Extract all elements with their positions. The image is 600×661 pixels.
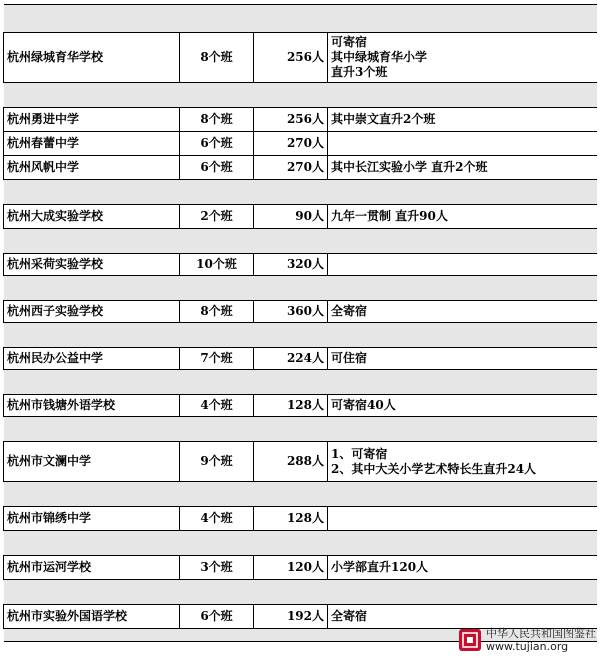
- separator-cell: [4, 531, 598, 556]
- separator-cell: [4, 83, 598, 108]
- note-cell: [328, 301, 598, 323]
- separator-row: [4, 531, 598, 556]
- separator-row: [4, 482, 598, 507]
- note-cell: [328, 442, 598, 482]
- table-row: [4, 442, 598, 482]
- note-line: 全寄宿: [331, 304, 368, 318]
- student-count-cell: 224人: [254, 348, 328, 370]
- separator-row: [4, 370, 598, 395]
- school-name-cell: 杭州勇进中学: [4, 108, 180, 132]
- note-line: 小学部直升120人: [331, 560, 429, 574]
- enrollment-table-body: [4, 5, 598, 642]
- note-line: 2、其中大关小学艺术特长生直升24人: [331, 461, 537, 476]
- class-count-cell: 6个班: [180, 132, 254, 156]
- note-line: 直升3个班: [331, 65, 388, 79]
- class-count-cell: 8个班: [180, 301, 254, 323]
- separator-cell: [4, 482, 598, 507]
- note-line: 其中绿城育华小学: [331, 50, 428, 64]
- separator-cell: [4, 276, 598, 301]
- school-name-cell: 杭州市锦绣中学: [4, 507, 180, 531]
- separator-cell: [4, 370, 598, 395]
- table-row: [4, 156, 598, 180]
- table-row: [4, 348, 598, 370]
- note-cell: [328, 156, 598, 180]
- watermark-url: www.tujian.org: [486, 640, 569, 653]
- separator-cell: [4, 229, 598, 254]
- student-count-cell: 192人: [254, 605, 328, 629]
- class-count-cell: 2个班: [180, 205, 254, 229]
- school-name-cell: 杭州绿城育华学校: [4, 33, 180, 83]
- class-count-cell: 8个班: [180, 108, 254, 132]
- separator-row: [4, 580, 598, 605]
- note-cell: [328, 348, 598, 370]
- student-count-cell: 90人: [254, 205, 328, 229]
- separator-cell: [4, 417, 598, 442]
- table-row: [4, 132, 598, 156]
- note-cell: [328, 108, 598, 132]
- class-count-cell: 4个班: [180, 395, 254, 417]
- note-line: 可住宿: [331, 351, 368, 365]
- separator-cell: [4, 180, 598, 205]
- school-name-cell: 杭州西子实验学校: [4, 301, 180, 323]
- student-count-cell: 270人: [254, 132, 328, 156]
- enrollment-table-sheet: [3, 4, 597, 661]
- student-count-cell: 270人: [254, 156, 328, 180]
- note-cell: [328, 605, 598, 629]
- note-line: 九年一贯制 直升90人: [331, 209, 448, 223]
- note-cell: [328, 205, 598, 229]
- table-row: [4, 108, 598, 132]
- separator-row: [4, 180, 598, 205]
- tujian-logo-icon: [458, 628, 482, 652]
- table-row: [4, 605, 598, 629]
- class-count-cell: 6个班: [180, 156, 254, 180]
- note-cell: [328, 556, 598, 580]
- class-count-cell: 10个班: [180, 254, 254, 276]
- class-count-cell: 8个班: [180, 33, 254, 83]
- table-row: [4, 301, 598, 323]
- note-cell: [328, 132, 598, 156]
- school-name-cell: 杭州春蕾中学: [4, 132, 180, 156]
- note-cell: [328, 33, 598, 83]
- class-count-cell: 3个班: [180, 556, 254, 580]
- student-count-cell: 128人: [254, 507, 328, 531]
- note-line: 全寄宿: [331, 609, 368, 623]
- class-count-cell: 4个班: [180, 507, 254, 531]
- note-cell: [328, 507, 598, 531]
- student-count-cell: 360人: [254, 301, 328, 323]
- enrollment-table: [3, 4, 597, 642]
- class-count-cell: 7个班: [180, 348, 254, 370]
- table-row: [4, 507, 598, 531]
- student-count-cell: 256人: [254, 108, 328, 132]
- school-name-cell: 杭州市实验外国语学校: [4, 605, 180, 629]
- note-line: 可寄宿40人: [331, 398, 396, 412]
- note-line: 其中崇文直升2个班: [331, 112, 436, 126]
- school-name-cell: 杭州市钱塘外语学校: [4, 395, 180, 417]
- student-count-cell: 120人: [254, 556, 328, 580]
- separator-row: [4, 417, 598, 442]
- note-cell: [328, 254, 598, 276]
- note-line: 1、可寄宿: [331, 446, 388, 461]
- school-name-cell: 杭州市运河学校: [4, 556, 180, 580]
- table-row: [4, 395, 598, 417]
- separator-cell: [4, 580, 598, 605]
- table-row: [4, 254, 598, 276]
- separator-row: [4, 276, 598, 301]
- school-name-cell: 杭州采荷实验学校: [4, 254, 180, 276]
- separator-row: [4, 83, 598, 108]
- separator-row: [4, 5, 598, 33]
- note-line: 可寄宿: [331, 35, 368, 49]
- watermark: [458, 627, 596, 653]
- school-name-cell: 杭州大成实验学校: [4, 205, 180, 229]
- student-count-cell: 320人: [254, 254, 328, 276]
- school-name-cell: 杭州民办公益中学: [4, 348, 180, 370]
- separator-row: [4, 229, 598, 254]
- table-row: [4, 33, 598, 83]
- separator-cell: [4, 323, 598, 348]
- student-count-cell: 256人: [254, 33, 328, 83]
- separator-row: [4, 323, 598, 348]
- class-count-cell: 6个班: [180, 605, 254, 629]
- student-count-cell: 288人: [254, 442, 328, 482]
- school-name-cell: 杭州风帆中学: [4, 156, 180, 180]
- student-count-cell: 128人: [254, 395, 328, 417]
- watermark-title: 中华人民共和国图鉴社: [486, 627, 596, 640]
- table-row: [4, 556, 598, 580]
- note-cell: [328, 395, 598, 417]
- table-row: [4, 205, 598, 229]
- note-line: 其中长江实验小学 直升2个班: [331, 160, 488, 174]
- separator-cell: [4, 5, 598, 33]
- school-name-cell: 杭州市文澜中学: [4, 442, 180, 482]
- class-count-cell: 9个班: [180, 442, 254, 482]
